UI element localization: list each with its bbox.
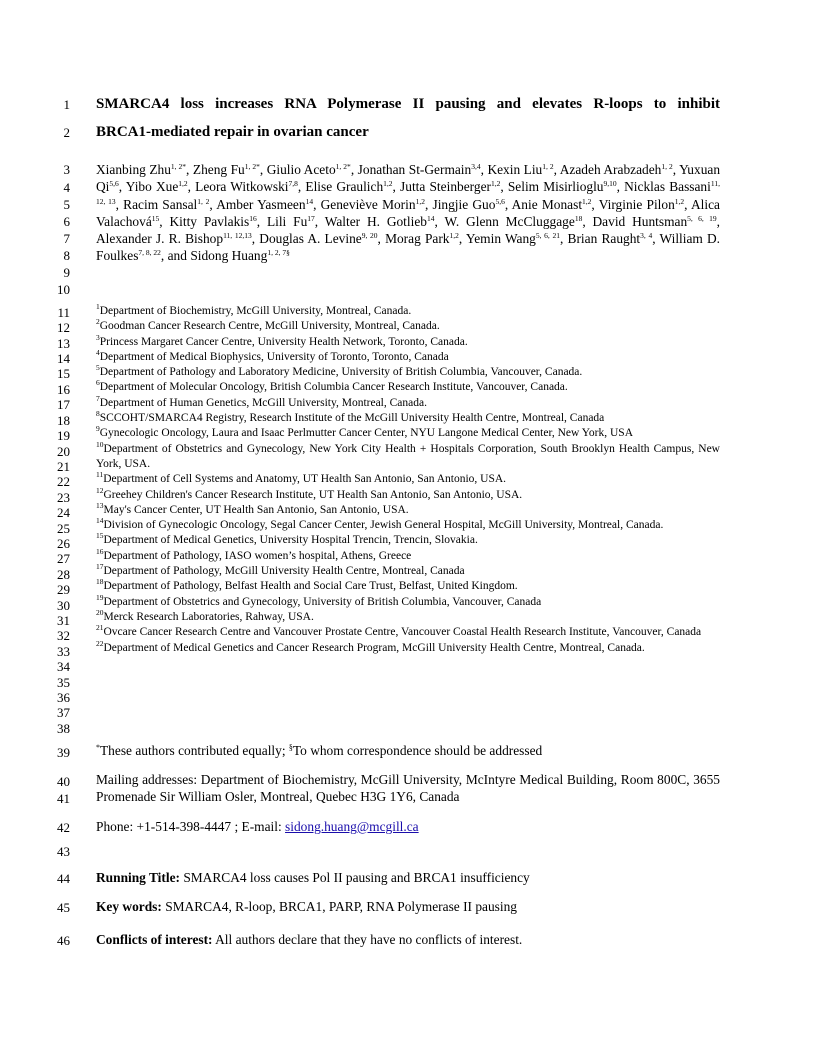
author-affiliation-ref: 9, 20 [361,231,378,241]
author-affiliation-ref: 1,2 [178,179,188,189]
keywords-text: SMARCA4, R-loop, BRCA1, PARP, RNA Polymerase II pausing [161,899,517,914]
line-number: 46 [57,933,70,948]
line-number: 26 [57,536,70,551]
line-number: 12 [57,320,70,335]
line-number: 36 [57,690,70,705]
author-affiliation-ref: 1,2 [582,196,592,206]
affiliation-text: Department of Medical Biophysics, University of Toronto, Toronto, Canada [99,350,449,363]
correspondence-symbol: § [288,743,293,752]
affiliation-item [96,380,720,395]
line-number: 24 [57,505,70,520]
affiliation-text: Department of Cell Systems and Anatomy, UT Health San Antonio, San Antonio, USA. [103,473,507,486]
affiliation-number: 2 [96,317,100,327]
affiliation-number: 19 [96,592,104,602]
author-name: Yibo Xue [125,179,179,195]
affiliation-number: 6 [96,378,100,388]
affiliation-number: 7 [96,393,100,403]
affiliation-number: 21 [96,623,104,633]
author-affiliation-ref: 14 [305,196,314,206]
line-number: 6 [63,214,70,229]
author-list: Xianbing Zhu$^{1, 2*}$, Zheng $Fu^{1, 2*}$, Giulio Aceto$^{1, 2*}$, Jonathan St-Germain$^{3,4}$, Kexin Liu$^{1, 2}$, Azadeh Arabzadeh$^{1, 2}$, Yuxuan Qi$^{5,6}$, Yibo Xue$^{1,2}$, Leora Witkowski$^{7,8}$, Elise Graulich$^{1,2}$, Jutta Steinberger$^{1,2}$, Selim Misirlioglu$^{9,10}$, Nicklas Bassani$^{11, 12, 13}$, Racim Sansal$^{1, 2}$, Amber Yasmeen$^{14}$, Geneviève Morin$^{1,2}$, Jingjie Guo$^{5,6}$, Anie Monast$^{1,2}$, Virginie Pilon$^{1,2}$, Alica Valachová$^{15}$, Kitty Pavlakis$^{16}$, Lili Fu$^{17}$, Walter H. Gotlieb$^{14}$, W. Glenn McCluggage$^{18}$, David Huntsman$^{5, 6, 19}$, Alexander J. R. Bishop$^{11, 12,13}$, Douglas A. Levine$^{9, 20}$, Morag Park$^{1,2}$, Yemin Wang$^{5, 6, 21}$, Brian Raught$^{3, 4}$, William D. Foulkes$^{7, 8, 22}$, and Sidong Huang$^{1, 2, 7\S}$ [96,162,721,264]
author-name: Amber Yasmeen [216,196,306,212]
affiliation-item [96,304,720,319]
author-name: Walter H. Gotlieb [324,213,427,229]
running-title-text: SMARCA4 loss causes Pol II pausing and BRCA1 insufficiency [179,870,530,885]
affiliation-item [96,625,720,640]
author-affiliation-ref: 9,10 [603,179,617,189]
contact-line [96,818,720,835]
line-number: 40 [57,774,70,789]
affiliation-number: 3 [96,332,100,342]
author-name: Azadeh Arabzadeh [559,162,662,177]
mailing-address: Mailing addresses: Department of Biochemistry, McGill University, McIntyre Medical Building, Room 800C, 3655 Promenade Sir William Osler, Montreal, Quebec H3G 1Y6, Canada [96,772,720,805]
affiliation-text: Ovcare Cancer Research Centre and Vancouver Prostate Centre, Vancouver Coastal Health Research Institute, Vancouver, Canada [103,626,702,639]
author-name: Anie Monast [511,196,583,212]
author-affiliation-ref: 1, 2* [335,162,351,171]
affiliation-item [96,472,720,487]
affiliation-item [96,579,720,594]
author-affiliation-ref: 11, 12,13 [223,231,252,241]
affiliation-text: Department of Pathology, IASO women’s hospital, Athens, Greece [103,549,412,562]
affiliation-item [96,592,720,610]
author-affiliation-ref: 1, 2 [661,162,673,171]
affiliation-text: Department of Obstetrics and Gynecology, New York City Health + Hospitals Corporation, South Brooklyn Health Campus, New York, USA. [96,442,720,470]
line-number: 37 [57,705,70,720]
affiliation-item [96,638,720,656]
affiliation-number: 15 [96,531,104,541]
affiliation-text: Department of Human Genetics, McGill University, Montreal, Canada. [99,396,427,409]
author-affiliation-ref: 18 [574,213,583,223]
author-affiliation-ref: 1, 2* [244,162,260,171]
author-name: W. Glenn McCluggage [444,213,575,229]
line-number: 3 [63,162,70,177]
line-number: 17 [57,397,70,412]
author-affiliation-ref: 1, 2* [170,162,187,171]
affiliation-text: Greehey Children's Cancer Research Institute, UT Health San Antonio, San Antonio, USA. [103,488,523,501]
author-name: Zheng Fu [192,162,245,177]
author-affiliation-ref: 5, 6, 19 [687,213,717,223]
line-number: 29 [57,582,70,597]
line-number: 16 [57,382,70,397]
affiliation-item [96,332,720,350]
footnote [96,742,720,759]
affiliation-text: May's Cancer Center, UT Health San Antonio, San Antonio, USA. [103,503,409,516]
line-number: 43 [57,844,70,859]
author-affiliation-ref: 1, 2 [542,162,554,171]
affiliation-text: Gynecologic Oncology, Laura and Isaac Perlmutter Cancer Center, NYU Langone Medical Center, New York, USA [99,427,633,440]
line-number: 2 [63,125,70,140]
affiliation-item [96,533,720,548]
author-name: Jutta Steinberger [400,179,491,195]
line-number: 13 [57,336,70,351]
line-number: 15 [57,366,70,381]
line-number: 8 [63,248,70,263]
author-affiliation-ref: 7, 8, 22 [138,248,161,258]
author-name: Virginie Pilon [598,196,675,212]
author-affiliation-ref: 3, 4 [640,231,653,241]
line-number: 11 [57,305,70,320]
author-name: Alexander J. R. Bishop [96,231,224,247]
author-affiliation-ref: 1,2 [415,196,425,206]
affiliation-item [96,411,720,426]
affiliation-item [96,319,720,334]
line-number: 7 [63,231,70,246]
affiliation-number: 10 [96,439,104,449]
author-affiliation-ref: 7,8 [288,179,298,189]
author-name: Giulio Aceto [266,162,336,177]
affiliation-number: 5 [96,363,100,373]
affiliation-item [96,546,720,564]
author-name: Jingjie Guo [432,196,496,212]
affiliation-number: 8 [96,409,100,419]
author-affiliation-ref: 14 [426,213,435,223]
affiliation-number: 11 [96,470,104,480]
affiliation-text: Princess Margaret Cancer Centre, University Health Network, Toronto, Canada. [99,335,468,348]
line-number: 4 [63,180,70,195]
author-name: Geneviève Morin [320,196,416,212]
affiliation-number: 1 [96,302,100,311]
affiliation-text: Department of Biochemistry, McGill University, Montreal, Canada. [99,305,412,317]
line-number: 22 [57,474,70,489]
affiliation-item [96,365,720,380]
affiliation-text: Department of Pathology, Belfast Health and Social Care Trust, Belfast, United Kingdom. [103,580,518,593]
author-affiliation-ref: 5,6 [495,196,505,206]
affiliation-text: Division of Gynecologic Oncology, Segal Cancer Center, Jewish General Hospital, McGill University, Montreal, Canada. [103,519,664,532]
author-affiliation-ref: 5,6 [109,179,119,189]
affiliation-item [96,426,720,441]
line-number: 45 [57,900,70,915]
keywords-label: Key words: [96,899,162,914]
affiliation-item [96,500,720,518]
affiliation-text: SCCOHT/SMARCA4 Registry, Research Institute of the McGill University Health Centre, Montreal, Canada [99,412,605,425]
affiliation-number: 14 [96,516,104,526]
author-name: Kexin Liu [487,162,543,177]
line-number: 21 [57,459,70,474]
affiliation-text: Department of Obstetrics and Gynecology, University of British Columbia, Vancouver, Canada [103,595,542,608]
author-name: Lili Fu [266,213,308,229]
phone-text: Phone: +1-514-398-4447 ; E-mail: [96,819,286,834]
author-name: Sidong Huang [190,248,268,264]
affiliation-number: 17 [96,562,104,572]
line-number: 33 [57,644,70,659]
author-name: Kitty Pavlakis [169,213,250,229]
affiliation-item [96,607,720,625]
author-affiliation-ref: 1,2 [490,179,501,189]
author-name: Racim Sansal [123,196,198,212]
running-title-label: Running Title: [96,870,180,885]
line-number: 28 [57,567,70,582]
affiliation-number: 16 [96,546,104,556]
affiliation-list [96,304,720,656]
affiliation-item [96,518,720,533]
line-number: 31 [57,613,70,628]
line-number: 19 [57,428,70,443]
line-number: 44 [57,871,70,886]
line-number: 14 [57,351,70,366]
conflicts-text: All authors declare that they have no conflicts of interest. [212,932,523,947]
affiliation-item [96,347,720,365]
correspondence-text: To whom correspondence should be addressed [292,743,543,758]
author-affiliation-ref: 15 [151,213,160,223]
affiliation-text: Department of Medical Genetics and Cancer Research Program, McGill University Health Centre, Montreal, Canada. [103,641,645,654]
author-affiliation-ref: 1, 2 [197,196,210,206]
line-number: 35 [57,675,70,690]
affiliation-item [96,439,720,473]
line-number: 34 [57,659,70,674]
author-name: William D. Foulkes [96,231,721,264]
email-link[interactable]: sidong.huang@mcgill.ca [285,819,419,834]
author-name: Yuxuan Qi [96,162,721,195]
line-number: 39 [57,745,70,760]
author-name: Leora Witkowski [195,179,289,195]
line-number: 5 [63,197,70,212]
affiliation-item [96,393,720,411]
author-name: Yemin Wang [465,231,536,247]
author-name: Xianbing Zhu [96,162,171,177]
line-number: 32 [57,628,70,643]
title-line-2: BRCA1-mediated repair in ovarian cancer [96,124,369,140]
line-number: 30 [57,598,70,613]
line-number: 27 [57,551,70,566]
affiliation-text: Merck Research Laboratories, Rahway, USA. [103,610,314,623]
line-number: 25 [57,521,70,536]
affiliation-text: Department of Molecular Oncology, British Columbia Cancer Research Institute, Vancouver, Canada. [99,381,568,394]
line-number: 10 [57,282,70,297]
equal-contribution-text: These authors contributed equally; [100,743,289,758]
author-name: Douglas A. Levine [259,231,362,247]
author-name: Nicklas Bassani [624,179,711,195]
author-affiliation-ref: 17 [307,213,315,223]
affiliation-text: Department of Pathology and Laboratory Medicine, University of British Columbia, Vancouver, Canada. [99,366,583,379]
author-name: Selim Misirlioglu [507,179,604,195]
author-affiliation-ref: 11, 12, 13 [96,179,720,206]
author-name: David Huntsman [592,213,688,229]
author-name: Elise Graulich [305,179,384,195]
line-number: 18 [57,413,70,428]
affiliation-text: Goodman Cancer Research Centre, McGill University, Montreal, Canada. [99,320,440,333]
line-number: 9 [63,265,70,280]
line-number: 38 [57,721,70,736]
author-affiliation-ref: 1,2 [383,179,393,189]
author-affiliation-ref: 1,2 [674,196,685,206]
affiliation-number: 9 [96,424,100,434]
affiliation-number: 20 [96,607,104,617]
author-name: Brian Raught [567,231,641,247]
title-line-1: SMARCA4 loss increases RNA Polymerase II pausing and elevates R-loops to inhibit [96,96,720,112]
author-affiliation-ref: 3,4 [471,162,481,171]
line-number: 20 [57,444,70,459]
conflicts-of-interest [96,931,720,948]
author-affiliation-ref: 16 [249,213,257,223]
author-name: Jonathan St-Germain [357,162,472,177]
equal-contribution-symbol: * [96,743,100,752]
affiliation-item [96,485,720,503]
line-number: 23 [57,490,70,505]
author-affiliation-ref: 1, 2, 7§ [267,248,290,258]
affiliation-number: 12 [96,485,104,495]
running-title [96,869,720,886]
affiliation-text: Department of Medical Genetics, University Hospital Trencin, Trencin, Slovakia. [103,534,478,547]
affiliation-number: 18 [96,577,104,587]
conflicts-label: Conflicts of interest: [96,932,213,947]
author-affiliation-ref: 5, 6, 21 [535,231,560,241]
keywords [96,898,720,915]
line-number: 1 [63,97,70,112]
affiliation-number: 13 [96,500,104,510]
affiliation-text: Department of Pathology, McGill University Health Centre, Montreal, Canada [103,565,465,578]
author-name: Alica Valachová [96,196,720,229]
affiliation-number: 22 [96,638,104,648]
affiliation-number: 4 [96,347,100,357]
author-name: Morag Park [385,231,450,247]
affiliation-item [96,564,720,579]
line-number: 42 [57,820,70,835]
line-number: 41 [57,791,70,806]
author-affiliation-ref: 1,2 [449,231,459,241]
